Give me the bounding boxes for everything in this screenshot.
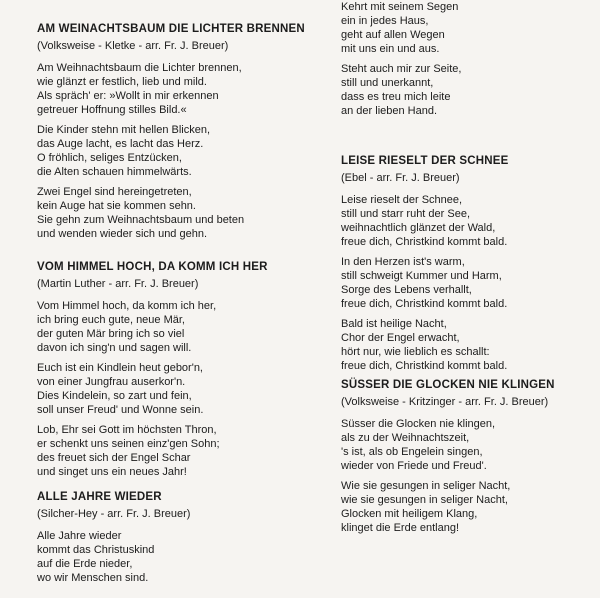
verse-line: und singet uns ein neues Jahr! — [37, 466, 187, 478]
song-title: VOM HIMMEL HOCH, DA KOMM ICH HER — [37, 261, 268, 273]
song-credit: (Martin Luther - arr. Fr. J. Breuer) — [37, 278, 199, 290]
verse-line: getreuer Hoffnung stilles Bild.« — [37, 104, 187, 116]
song-title: ALLE JAHRE WIEDER — [37, 491, 162, 503]
verse-line: freue dich, Christkind kommt bald. — [341, 360, 508, 372]
verse-line: davon ich sing'n und sagen will. — [37, 342, 192, 354]
song-title: AM WEINACHTSBAUM DIE LICHTER BRENNEN — [37, 23, 305, 35]
stanza — [341, 317, 596, 373]
stanza — [341, 62, 596, 118]
verse-line: als zu der Weihnachtszeit, — [341, 432, 470, 444]
verse-line: Chor der Engel erwacht, — [341, 332, 460, 344]
verse-line: ich bring euch gute, neue Mär, — [37, 314, 185, 326]
verse-line: In den Herzen ist's warm, — [341, 256, 465, 268]
verse-line: weihnachtlich glänzet der Wald, — [341, 222, 496, 234]
verse-line: mit uns ein und aus. — [341, 43, 440, 55]
verse-line: Kehrt mit seinem Segen — [341, 1, 459, 13]
song-title: SÜSSER DIE GLOCKEN NIE KLINGEN — [341, 379, 555, 391]
verse-line: Bald ist heilige Nacht, — [341, 318, 447, 330]
verse-line: Glocken mit heiligem Klang, — [341, 508, 478, 520]
verse-line: Sorge des Lebens verhallt, — [341, 284, 472, 296]
verse-line: des freuet sich der Engel Schar — [37, 452, 191, 464]
song-alle-jahre-wieder-continued — [341, 0, 596, 124]
stanza — [341, 193, 596, 249]
verse-line: ein in jedes Haus, — [341, 15, 429, 27]
verse-line: wie sie gesungen in seliger Nacht, — [341, 494, 508, 506]
song-credit: (Silcher-Hey - arr. Fr. J. Breuer) — [37, 508, 191, 520]
verse-line: still und unerkannt, — [341, 77, 434, 89]
stanza — [341, 0, 596, 56]
verse-line: Am Weihnachtsbaum die Lichter brennen, — [37, 62, 242, 74]
verse-line: Steht auch mir zur Seite, — [341, 63, 462, 75]
song-credit: (Volksweise - Kletke - arr. Fr. J. Breuer) — [37, 40, 229, 52]
verse-line: an der lieben Hand. — [341, 105, 438, 117]
verse-line: wieder von Friede und Freud'. — [341, 460, 487, 472]
verse-line: soll unser Freud' und Wonne sein. — [37, 404, 204, 416]
verse-line: auf die Erde nieder, — [37, 558, 133, 570]
verse-line: die Alten schauen himmelwärts. — [37, 166, 192, 178]
stanza — [37, 299, 322, 355]
stanza — [37, 529, 322, 585]
song-credit: (Ebel - arr. Fr. J. Breuer) — [341, 172, 460, 184]
verse-line: wie glänzt er festlich, lieb und mild. — [37, 76, 207, 88]
verse-line: freue dich, Christkind kommt bald. — [341, 236, 508, 248]
stanza — [37, 423, 322, 479]
verse-line: Euch ist ein Kindlein heut gebor'n, — [37, 362, 203, 374]
verse-line: Lob, Ehr sei Gott im höchsten Thron, — [37, 424, 217, 436]
verse-line: O fröhlich, seliges Entzücken, — [37, 152, 182, 164]
stanza — [37, 361, 322, 417]
verse-line: klinget die Erde entlang! — [341, 522, 460, 534]
song-leise-rieselt — [341, 154, 596, 379]
verse-line: Leise rieselt der Schnee, — [341, 194, 463, 206]
stanza — [37, 185, 322, 241]
verse-line: er schenkt uns seinen einz'gen Sohn; — [37, 438, 220, 450]
verse-line: Alle Jahre wieder — [37, 530, 122, 542]
song-title: LEISE RIESELT DER SCHNEE — [341, 155, 509, 167]
song-vom-himmel-hoch — [37, 260, 322, 485]
song-am-weihnachtsbaum — [37, 22, 322, 247]
verse-line: Als spräch' er: »Wollt in mir erkennen — [37, 90, 219, 102]
verse-line: dass es treu mich leite — [341, 91, 451, 103]
verse-line: Die Kinder stehn mit hellen Blicken, — [37, 124, 211, 136]
verse-line: kommt das Christuskind — [37, 544, 155, 556]
verse-line: 's ist, als ob Engelein singen, — [341, 446, 483, 458]
verse-line: hört nur, wie lieblich es schallt: — [341, 346, 490, 358]
verse-line: kein Auge hat sie kommen sehn. — [37, 200, 196, 212]
verse-line: freue dich, Christkind kommt bald. — [341, 298, 508, 310]
verse-line: von einer Jungfrau auserkor'n. — [37, 376, 186, 388]
stanza — [37, 61, 322, 117]
song-suesser-die-glocken — [341, 378, 596, 541]
stanza — [341, 255, 596, 311]
verse-line: und wenden wieder sich und gehn. — [37, 228, 208, 240]
verse-line: still und starr ruht der See, — [341, 208, 471, 220]
song-credit: (Volksweise - Kritzinger - arr. Fr. J. Breuer) — [341, 396, 549, 408]
verse-line: Dies Kindelein, so zart und fein, — [37, 390, 192, 402]
verse-line: der guten Mär bring ich so viel — [37, 328, 185, 340]
verse-line: Süsser die Glocken nie klingen, — [341, 418, 496, 430]
verse-line: Wie sie gesungen in seliger Nacht, — [341, 480, 511, 492]
stanza — [341, 479, 596, 535]
stanza — [37, 123, 322, 179]
verse-line: Vom Himmel hoch, da komm ich her, — [37, 300, 217, 312]
stanza — [341, 417, 596, 473]
song-alle-jahre-wieder — [37, 490, 322, 591]
verse-line: das Auge lacht, es lacht das Herz. — [37, 138, 204, 150]
verse-line: still schweigt Kummer und Harm, — [341, 270, 502, 282]
verse-line: geht auf allen Wegen — [341, 29, 445, 41]
verse-line: wo wir Menschen sind. — [37, 572, 149, 584]
verse-line: Zwei Engel sind hereingetreten, — [37, 186, 192, 198]
verse-line: Sie gehn zum Weihnachtsbaum und beten — [37, 214, 245, 226]
